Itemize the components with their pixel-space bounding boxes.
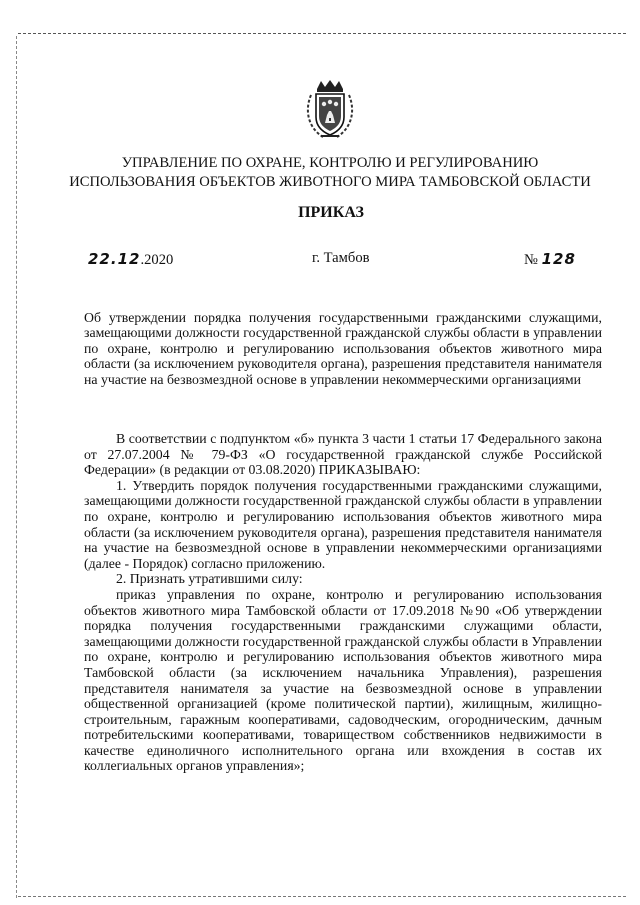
order-subject: Об утверждении порядка получения государственными гражданскими служащими, замещающими должности государственной гражданской службы области в управлении по охране, контролю и регулированию использования объектов животного мира области (за исключением руководителя органа), разрешения представителя нанимателя на участие на безвозмездной основе в управлении некоммерческими организациями: [84, 310, 602, 387]
organization-name: [60, 154, 600, 192]
order-date: [88, 250, 173, 269]
item-1-paragraph: 1. Утвердить порядок получения государственными гражданскими служащими, замещающими должности государственной гражданской службы области в управлении по охране, контролю и регулированию использования объектов животного мира области (за исключением руководителя органа), разрешения представителя нанимателя на участие на безвозмездной основе в управлении некоммерческими организациями (далее - Порядок) согласно приложению.: [84, 477, 602, 571]
organization-name-line-2: ИСПОЛЬЗОВАНИЯ ОБЪЕКТОВ ЖИВОТНОГО МИРА ТАМБОВСКОЙ ОБЛАСТИ: [69, 174, 591, 190]
handwritten-date: 22.12: [88, 250, 141, 268]
organization-name-line-1: УПРАВЛЕНИЕ ПО ОХРАНЕ, КОНТРОЛЮ И РЕГУЛИРОВАНИЮ: [121, 155, 539, 171]
item-2-paragraph: 2. Признать утратившими силу:: [116, 571, 303, 587]
date-year: .2020: [140, 252, 174, 268]
preamble-paragraph: В соответствии с подпунктом «б» пункта 3 части 1 статьи 17 Федерального закона от 27.07.2004 № 79-ФЗ «О государственной гражданской службе Российской Федерации» (в редакции от 03.08.2020) ПРИКАЗЫВАЮ:: [84, 431, 602, 478]
coat-of-arms-icon: [303, 79, 357, 141]
order-city: г. Тамбов: [312, 250, 370, 266]
item-2-text-paragraph: приказ управления по охране, контролю и регулированию использования объектов животного мира Тамбовской области от 17.09.2018 №90 «Об утверждении порядка получения государственными гражданскими служащими области, замещающими должности государственной гражданской службы области в Управлении по охране, контролю и регулированию использования объектов животного мира Тамбовской области (за исключением начальника Управления), разрешения представителя нанимателя за участие на безвозмездной основе в управлении общественной организацией (кроме политической партии), жилищным, жилищно-строительным, гаражным кооперативами, садоводческим, огородническим, дачным потребительскими кооперативами, товариществом собственников недвижимости в качестве единоличного исполнительного органа или вхождения в состав их коллегиальных органов управления»;: [84, 586, 602, 774]
order-number: [524, 250, 576, 269]
bottom-border-line: [18, 896, 626, 897]
number-label: №: [524, 252, 538, 268]
left-border-line: [16, 36, 17, 898]
document-type-title: ПРИКАЗ: [298, 204, 364, 221]
order-body: [84, 431, 602, 774]
top-border-line: [18, 33, 626, 34]
handwritten-number: 128: [541, 250, 576, 268]
